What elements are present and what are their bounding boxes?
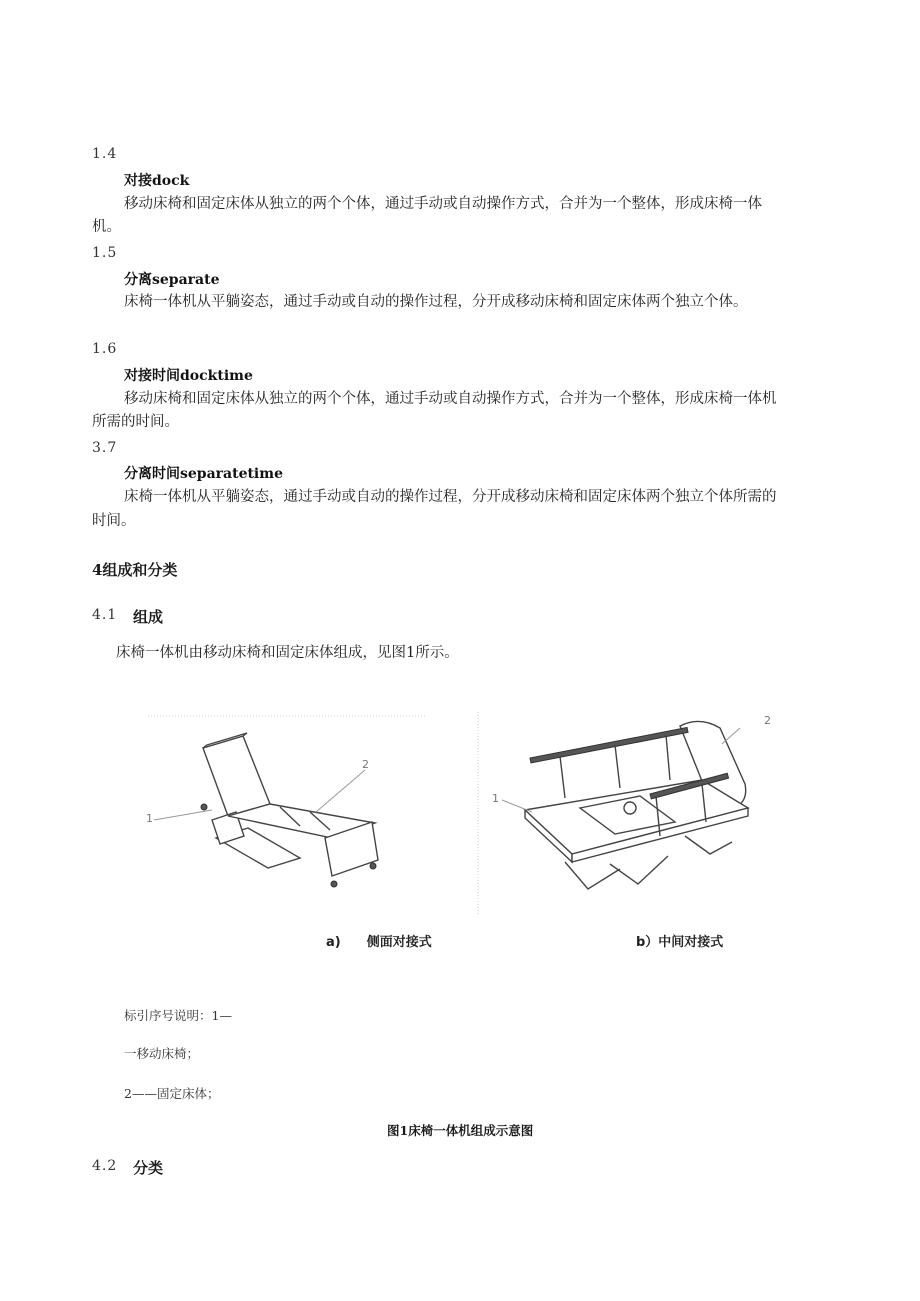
rail-post xyxy=(666,735,670,780)
wheel xyxy=(331,881,337,887)
legend-line: 一移动床椅； xyxy=(124,1046,200,1061)
subsection-title: 分类 xyxy=(133,1159,164,1177)
definition-text-line: 所需的时间。 xyxy=(92,414,179,430)
leg-frame xyxy=(610,856,668,884)
figure-caption: 图1床椅一体机组成示意图 xyxy=(387,1123,534,1138)
wheel xyxy=(201,804,207,810)
definition-text-line: 床椅一体机从平躺姿态，通过手动或自动的操作过程，分开成移动床椅和固定床体两个独立个体。 xyxy=(124,294,748,310)
callout-leader-1 xyxy=(502,800,532,812)
side-rail xyxy=(530,727,688,762)
clause-number: 1.4 xyxy=(92,146,118,162)
figure-label-a: a) 侧面对接式 xyxy=(326,935,432,950)
backrest xyxy=(203,736,270,816)
definition-text-line: 机。 xyxy=(92,219,121,235)
figure-middle-docking xyxy=(470,704,790,919)
callout-leader-1 xyxy=(154,810,212,820)
term-title: 分离时间separatetime xyxy=(124,466,283,482)
term-title: 对接dock xyxy=(124,173,190,189)
callout-number-2: 2 xyxy=(764,714,771,727)
callout-number-2: 2 xyxy=(362,758,369,771)
rail-post xyxy=(560,756,565,798)
clause-number: 1.6 xyxy=(92,341,118,357)
rail-post xyxy=(615,745,620,788)
callout-leader-2 xyxy=(316,770,365,812)
subsection-title: 组成 xyxy=(133,608,164,626)
clause-number: 1.5 xyxy=(92,245,118,261)
definition-text-line: 移动床椅和固定床体从独立的两个个体，通过手动或自动操作方式，合并为一个整体，形成床椅一体 xyxy=(124,196,762,212)
definition-text-line: 床椅一体机从平躺姿态，通过手动或自动的操作过程，分开成移动床椅和固定床体两个独立个体所需的 xyxy=(124,489,777,505)
callout-number-1: 1 xyxy=(146,812,153,825)
figure-label-b: b）中间对接式 xyxy=(636,935,724,950)
wheel xyxy=(370,863,376,869)
section-heading: 4组成和分类 xyxy=(92,561,178,579)
clause-number: 3.7 xyxy=(92,440,118,456)
definition-text-line: 时间。 xyxy=(92,513,136,529)
callout-leader-2 xyxy=(722,728,740,744)
body-paragraph: 床椅一体机由移动床椅和固定床体组成，见图1所示。 xyxy=(116,645,459,661)
figure-side-docking xyxy=(140,708,430,918)
leg-frame xyxy=(685,836,732,854)
subsection-number: 4.2 xyxy=(92,1158,118,1174)
definition-text-line: 移动床椅和固定床体从独立的两个个体，通过手动或自动操作方式，合并为一个整体，形成床椅一体机 xyxy=(124,391,777,407)
legend-line: 2——固定床体； xyxy=(124,1086,220,1101)
legend-line: 标引序号说明：1— xyxy=(124,1008,232,1023)
term-title: 分离separate xyxy=(124,272,220,288)
subsection-number: 4.1 xyxy=(92,607,118,623)
term-title: 对接时间docktime xyxy=(124,368,253,384)
callout-number-1: 1 xyxy=(492,792,499,805)
